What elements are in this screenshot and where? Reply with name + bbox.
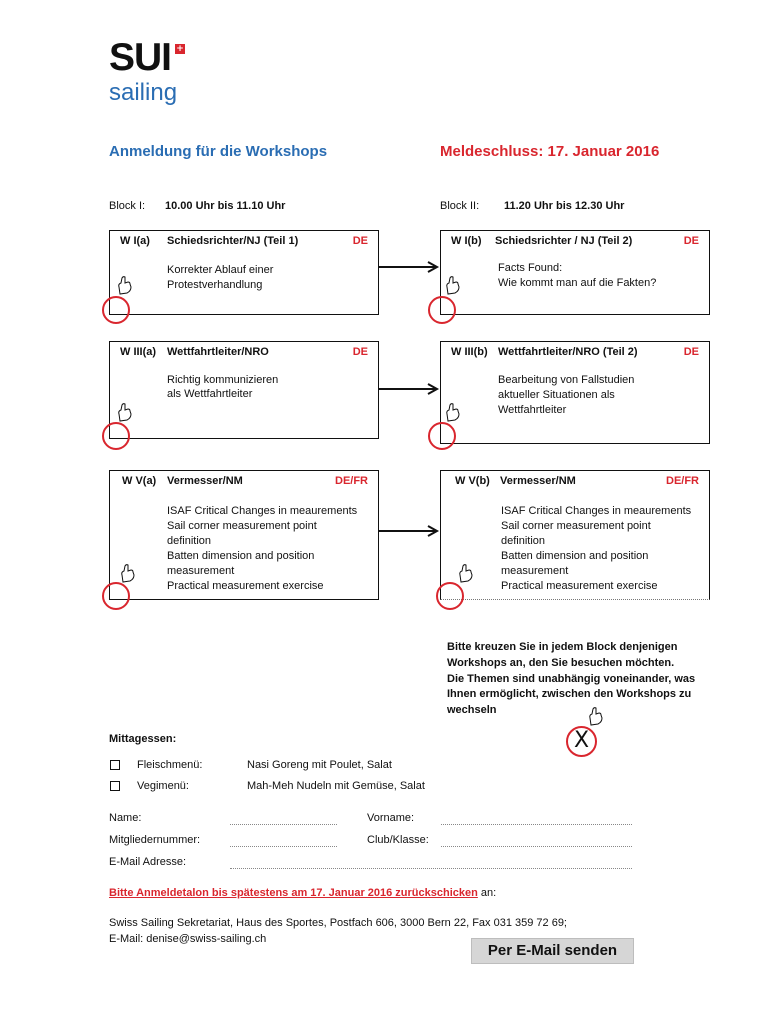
meat-menu-value: Nasi Goreng mit Poulet, Salat <box>247 759 392 771</box>
workshop-title: Wettfahrtleiter/NRO <box>167 346 269 358</box>
workshop-language: DE <box>352 346 368 358</box>
workshop-desc: Batten dimension and position <box>501 550 649 562</box>
arrow-right-icon <box>378 261 440 273</box>
instruction-line: Die Themen sind unabhängig voneinander, was <box>447 673 696 685</box>
meat-menu-label: Fleischmenü: <box>137 759 203 771</box>
workshop-desc: Protestverhandlung <box>167 279 263 291</box>
workshop-code: W III(b) <box>451 346 488 358</box>
pointer-hand-icon <box>117 402 133 422</box>
workshop-desc: ISAF Critical Changes in meaurements <box>501 505 692 517</box>
workshop-code: W V(b) <box>455 475 490 487</box>
page-title: Anmeldung für die Workshops <box>109 143 328 160</box>
pointer-hand-icon <box>120 563 136 583</box>
return-notice-red: Bitte Anmeldetalon bis spätestens am 17. Januar 2016 zurückschicken <box>109 887 478 899</box>
send-email-button[interactable]: Per E-Mail senden <box>471 938 634 964</box>
workshop-title: Schiedsrichter/NJ (Teil 1) <box>167 235 299 247</box>
workshop-title: Wettfahrtleiter/NRO (Teil 2) <box>498 346 638 358</box>
workshop-desc: Batten dimension and position <box>167 550 315 562</box>
block2-time: 11.20 Uhr bis 12.30 Uhr <box>504 200 625 212</box>
workshop-code: W I(b) <box>451 235 482 247</box>
email-address-line: E-Mail: denise@swiss-sailing.ch <box>109 933 267 945</box>
workshop-desc: definition <box>501 535 546 547</box>
swiss-flag-icon: + <box>176 44 184 54</box>
workshop-title: Vermesser/NM <box>500 475 576 487</box>
return-notice-rest: an: <box>477 887 497 899</box>
email-label: E-Mail Adresse: <box>109 856 187 868</box>
checkbox-circle[interactable] <box>436 582 464 610</box>
address-line: Swiss Sailing Sekretariat, Haus des Sportes, Postfach 606, 3000 Bern 22, Fax 031 359 72 69; <box>109 917 567 929</box>
workshop-w3b <box>440 341 710 444</box>
workshop-desc: Facts Found: <box>498 262 563 274</box>
workshop-desc: als Wettfahrtleiter <box>167 388 253 400</box>
meat-menu-checkbox[interactable] <box>110 760 120 770</box>
block2-label: Block II: <box>440 200 480 212</box>
workshop-desc: ISAF Critical Changes in meaurements <box>167 505 358 517</box>
workshop-language: DE/FR <box>335 475 368 487</box>
workshop-desc: Bearbeitung von Fallstudien <box>498 374 635 386</box>
workshop-desc: Practical measurement exercise <box>167 580 324 592</box>
instruction-line: Ihnen ermöglicht, zwischen den Workshops zu <box>447 688 692 700</box>
veg-menu-label: Vegimenü: <box>137 780 189 792</box>
example-x-mark: X <box>566 726 597 757</box>
workshop-desc: measurement <box>501 565 569 577</box>
name-field[interactable] <box>230 824 337 825</box>
pointer-hand-icon <box>117 275 133 295</box>
workshop-w1b <box>440 230 710 315</box>
pointer-hand-icon <box>445 402 461 422</box>
pointer-hand-icon <box>445 275 461 295</box>
checkbox-circle[interactable] <box>102 422 130 450</box>
arrow-right-icon <box>378 383 440 395</box>
checkbox-circle[interactable] <box>102 582 130 610</box>
logo-sailing: sailing <box>109 79 178 106</box>
workshop-desc: Practical measurement exercise <box>501 580 658 592</box>
workshop-desc: measurement <box>167 565 235 577</box>
workshop-w3a <box>109 341 379 439</box>
pointer-hand-icon <box>458 563 474 583</box>
workshop-code: W V(a) <box>122 475 157 487</box>
workshop-desc: Wettfahrtleiter <box>498 404 567 416</box>
vorname-label: Vorname: <box>367 812 415 824</box>
veg-menu-checkbox[interactable] <box>110 781 120 791</box>
workshop-w5b <box>440 470 710 600</box>
workshop-desc: Korrekter Ablauf einer <box>167 264 274 276</box>
block1-time: 10.00 Uhr bis 11.10 Uhr <box>165 200 286 212</box>
checkbox-circle[interactable] <box>428 296 456 324</box>
instruction-line: wechseln <box>447 704 497 716</box>
member-number-label: Mitgliedernummer: <box>109 834 201 846</box>
workshop-desc: definition <box>167 535 212 547</box>
workshop-title: Vermesser/NM <box>167 475 243 487</box>
deadline-title: Meldeschluss: 17. Januar 2016 <box>440 143 660 160</box>
veg-menu-value: Mah-Meh Nudeln mit Gemüse, Salat <box>247 780 425 792</box>
workshop-desc: Wie kommt man auf die Fakten? <box>498 277 657 289</box>
workshop-code: W III(a) <box>120 346 157 358</box>
workshop-desc: Sail corner measurement point <box>501 520 651 532</box>
instruction-line: Bitte kreuzen Sie in jedem Block denjenigen <box>447 641 678 653</box>
workshop-desc: Sail corner measurement point <box>167 520 317 532</box>
lunch-title: Mittagessen: <box>109 733 177 745</box>
vorname-field[interactable] <box>441 824 632 825</box>
arrow-right-icon <box>378 525 440 537</box>
club-label: Club/Klasse: <box>367 834 429 846</box>
instruction-line: Workshops an, den Sie besuchen möchten. <box>447 657 675 669</box>
club-field[interactable] <box>441 846 632 847</box>
logo-sui: SUI <box>109 36 172 79</box>
checkbox-circle[interactable] <box>428 422 456 450</box>
workshop-language: DE <box>352 235 368 247</box>
name-label: Name: <box>109 812 142 824</box>
pointer-hand-icon <box>588 706 604 726</box>
block1-label: Block I: <box>109 200 146 212</box>
email-field[interactable] <box>230 868 632 869</box>
workshop-w1a <box>109 230 379 315</box>
workshop-title: Schiedsrichter / NJ (Teil 2) <box>495 235 633 247</box>
workshop-code: W I(a) <box>120 235 150 247</box>
return-notice <box>109 887 496 899</box>
workshop-language: DE/FR <box>666 475 699 487</box>
workshop-language: DE <box>683 235 699 247</box>
member-number-field[interactable] <box>230 846 337 847</box>
workshop-w5a <box>109 470 379 600</box>
workshop-desc: Richtig kommunizieren <box>167 374 279 386</box>
checkbox-circle[interactable] <box>102 296 130 324</box>
workshop-desc: aktueller Situationen als <box>498 389 615 401</box>
workshop-language: DE <box>683 346 699 358</box>
